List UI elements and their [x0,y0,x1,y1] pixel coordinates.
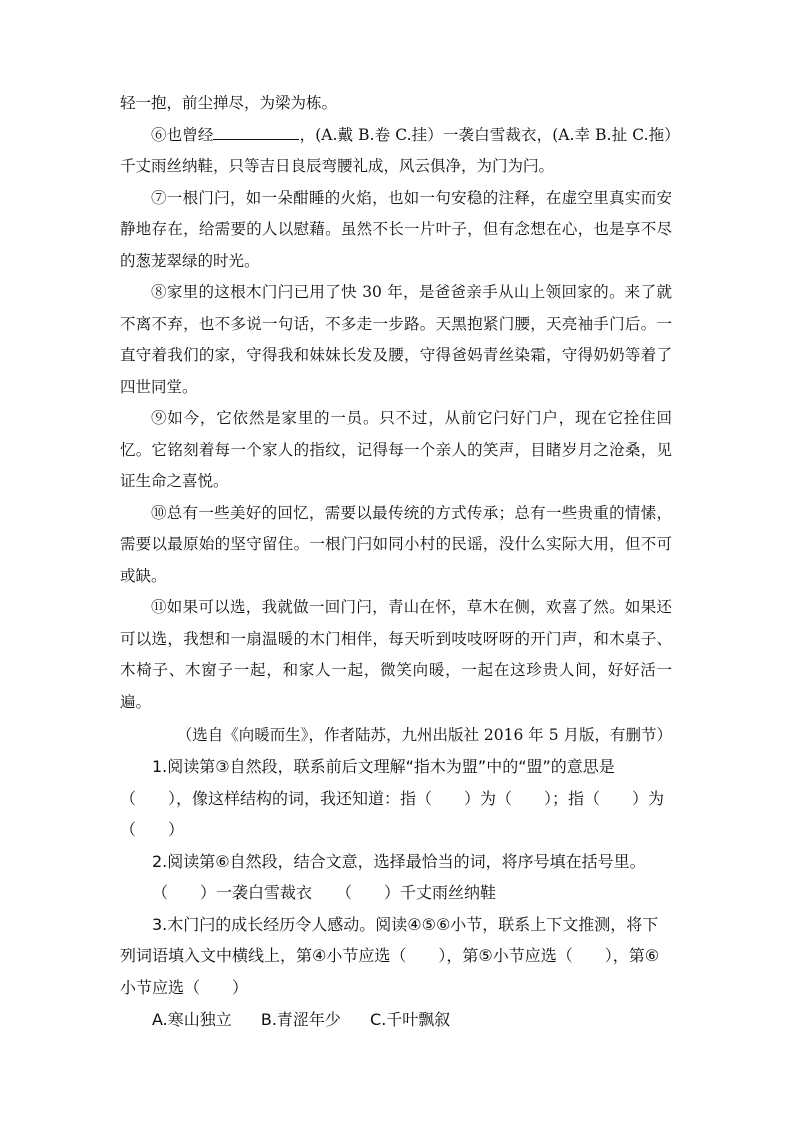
answer-options [120,1003,672,1037]
paragraph-6-rest: ，(A.戴 B.卷 C.挂）一袭白雪裁衣，(A.幸 B.扯 C.拖）千丈雨丝纳鞋，只等吉日良辰弯腰礼成，风云俱净，为门为闩。 [120,125,672,175]
question-3: 3.木门闩的成长经历令人感动。阅读④⑤⑥小节，联系上下文推测，将下列词语填入文中横线上，第④小节应选（ ），第⑤小节应选（ ），第⑥小节应选（ ） [120,914,660,997]
question-2-blanks: （ ）一袭白雪裁衣 （ ）千丈雨丝纳鞋 [152,883,497,902]
paragraph-6 [120,120,672,183]
option-c: C.千叶飘叙 [370,1010,451,1029]
paragraph-7: ⑦一根门闩，如一朵酣睡的火焰，也如一句安稳的注释，在虚空里真实而安静地存在，给需要的人以慰藉。虽然不长一片叶子，但有念想在心，也是享不尽的葱茏翠绿的时光。 [120,188,672,270]
paragraph-5-tail: 轻一抱，前尘掸尽，为梁为栋。 [120,94,338,112]
document-page [120,88,672,1037]
paragraph-8: ⑧家里的这根木门闩已用了快 30 年，是爸爸亲手从山上领回家的。来了就不离不弃，也不多说一句话，不多走一步路。天黑抱紧门腰，天亮袖手门后。一直守着我们的家，守得我和妹妹长发及腰，守得爸妈青丝染霜，守得奶奶等着了四世同堂。 [120,283,672,396]
question-2: 2.阅读第⑥自然段，结合文意，选择最恰当的词，将序号填在括号里。 [152,851,646,871]
option-a: A.寒山独立 [152,1010,232,1029]
paragraph-6-start: ⑥也曾经 [151,125,214,144]
question-1: 1.阅读第③自然段，联系前后文理解“指木为盟”中的“盟”的意思是（ ），像这样结构的词，我还知道：指（ ）为（ ）；指（ ）为（ ） [120,757,665,839]
fill-in-blank-line[interactable] [213,121,299,140]
source-citation: （选自《向暖而生》，作者陆苏，九州出版社 2016 年 5 月版，有删节） [176,726,672,744]
paragraph-9: ⑨如今，它依然是家里的一员。只不过，从前它闩好门户，现在它拴住回忆。它铭刻着每一个家人的指纹，记得每一个亲人的笑声，目睹岁月之沧桑，见证生命之喜悦。 [120,409,672,490]
option-b: B.青涩年少 [260,1010,341,1029]
paragraph-11: ⑪如果可以选，我就做一回门闩，青山在怀，草木在侧，欢喜了然。如果还可以选，我想和一扇温暖的木门相伴，每天听到吱吱呀呀的开门声，和木桌子、木椅子、木窗子一起，和家人一起，微笑向暖，一起在这珍贵人间，好好活一遍。 [120,598,672,711]
paragraph-10: ⑩总有一些美好的回忆，需要以最传统的方式传承；总有一些贵重的情愫，需要以最原始的坚守留住。一根门闩如同小村的民谣，没什么实际大用，但不可或缺。 [120,503,672,585]
